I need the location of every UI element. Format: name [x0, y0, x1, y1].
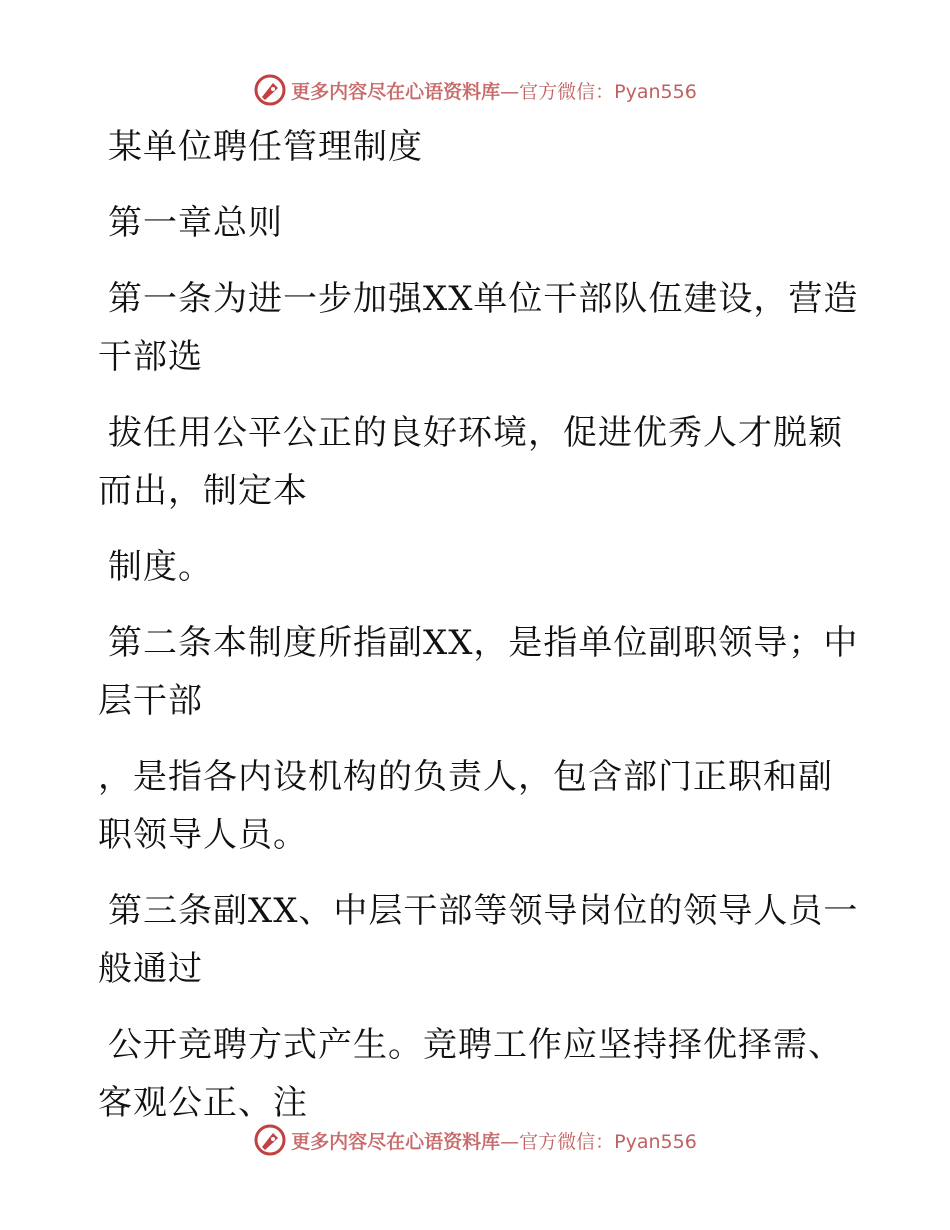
document-title: 某单位聘任管理制度 [108, 127, 423, 167]
chapter-heading: 第一章总则 [108, 203, 283, 243]
paragraph [98, 882, 858, 998]
paragraph [98, 748, 858, 864]
wechat-text: 官方微信：Pyan556 [519, 1130, 697, 1153]
paragraph-line: 层干部 [98, 681, 203, 721]
brand-text: 更多内容尽在心语资料库 [291, 1130, 501, 1153]
paragraph-line: 第二条本制度所指副XX，是指单位副职领导；中 [108, 623, 859, 663]
separator: — [500, 1130, 520, 1153]
paragraph-line: 第三条副XX、中层干部等领导岗位的领导人员一 [108, 891, 859, 931]
paragraph-line: 拔任用公平公正的良好环境，促进优秀人才脱颖 [108, 413, 843, 453]
paragraph-line: 第一条为进一步加强XX单位干部队伍建设，营造 [108, 279, 859, 319]
brand-text: 更多内容尽在心语资料库 [291, 80, 501, 103]
paragraph-line: 制度。 [108, 547, 213, 587]
document-body [98, 118, 858, 1132]
paragraph [98, 538, 858, 596]
pen-nib-circle-icon [253, 73, 287, 107]
wechat-text: 官方微信：Pyan556 [519, 80, 697, 103]
footer-watermark [0, 1120, 950, 1160]
watermark-text [291, 1127, 697, 1154]
separator: — [500, 80, 520, 103]
paragraph [98, 1016, 858, 1132]
paragraph-line: ，是指各内设机构的负责人，包含部门正职和副 [98, 757, 833, 797]
watermark-text [291, 77, 697, 104]
paragraph-line: 职领导人员。 [98, 815, 308, 855]
paragraph-line: 公开竞聘方式产生。竞聘工作应坚持择优择需、 [108, 1025, 843, 1065]
paragraph-line: 般通过 [98, 949, 203, 989]
paragraph-line: 而出，制定本 [98, 471, 308, 511]
header-watermark [0, 70, 950, 110]
paragraph [98, 404, 858, 520]
paragraph-line: 客观公正、注 [98, 1083, 308, 1123]
pen-nib-circle-icon [253, 1123, 287, 1157]
paragraph-line: 干部选 [98, 337, 203, 377]
paragraph [98, 614, 858, 730]
paragraph [98, 270, 858, 386]
